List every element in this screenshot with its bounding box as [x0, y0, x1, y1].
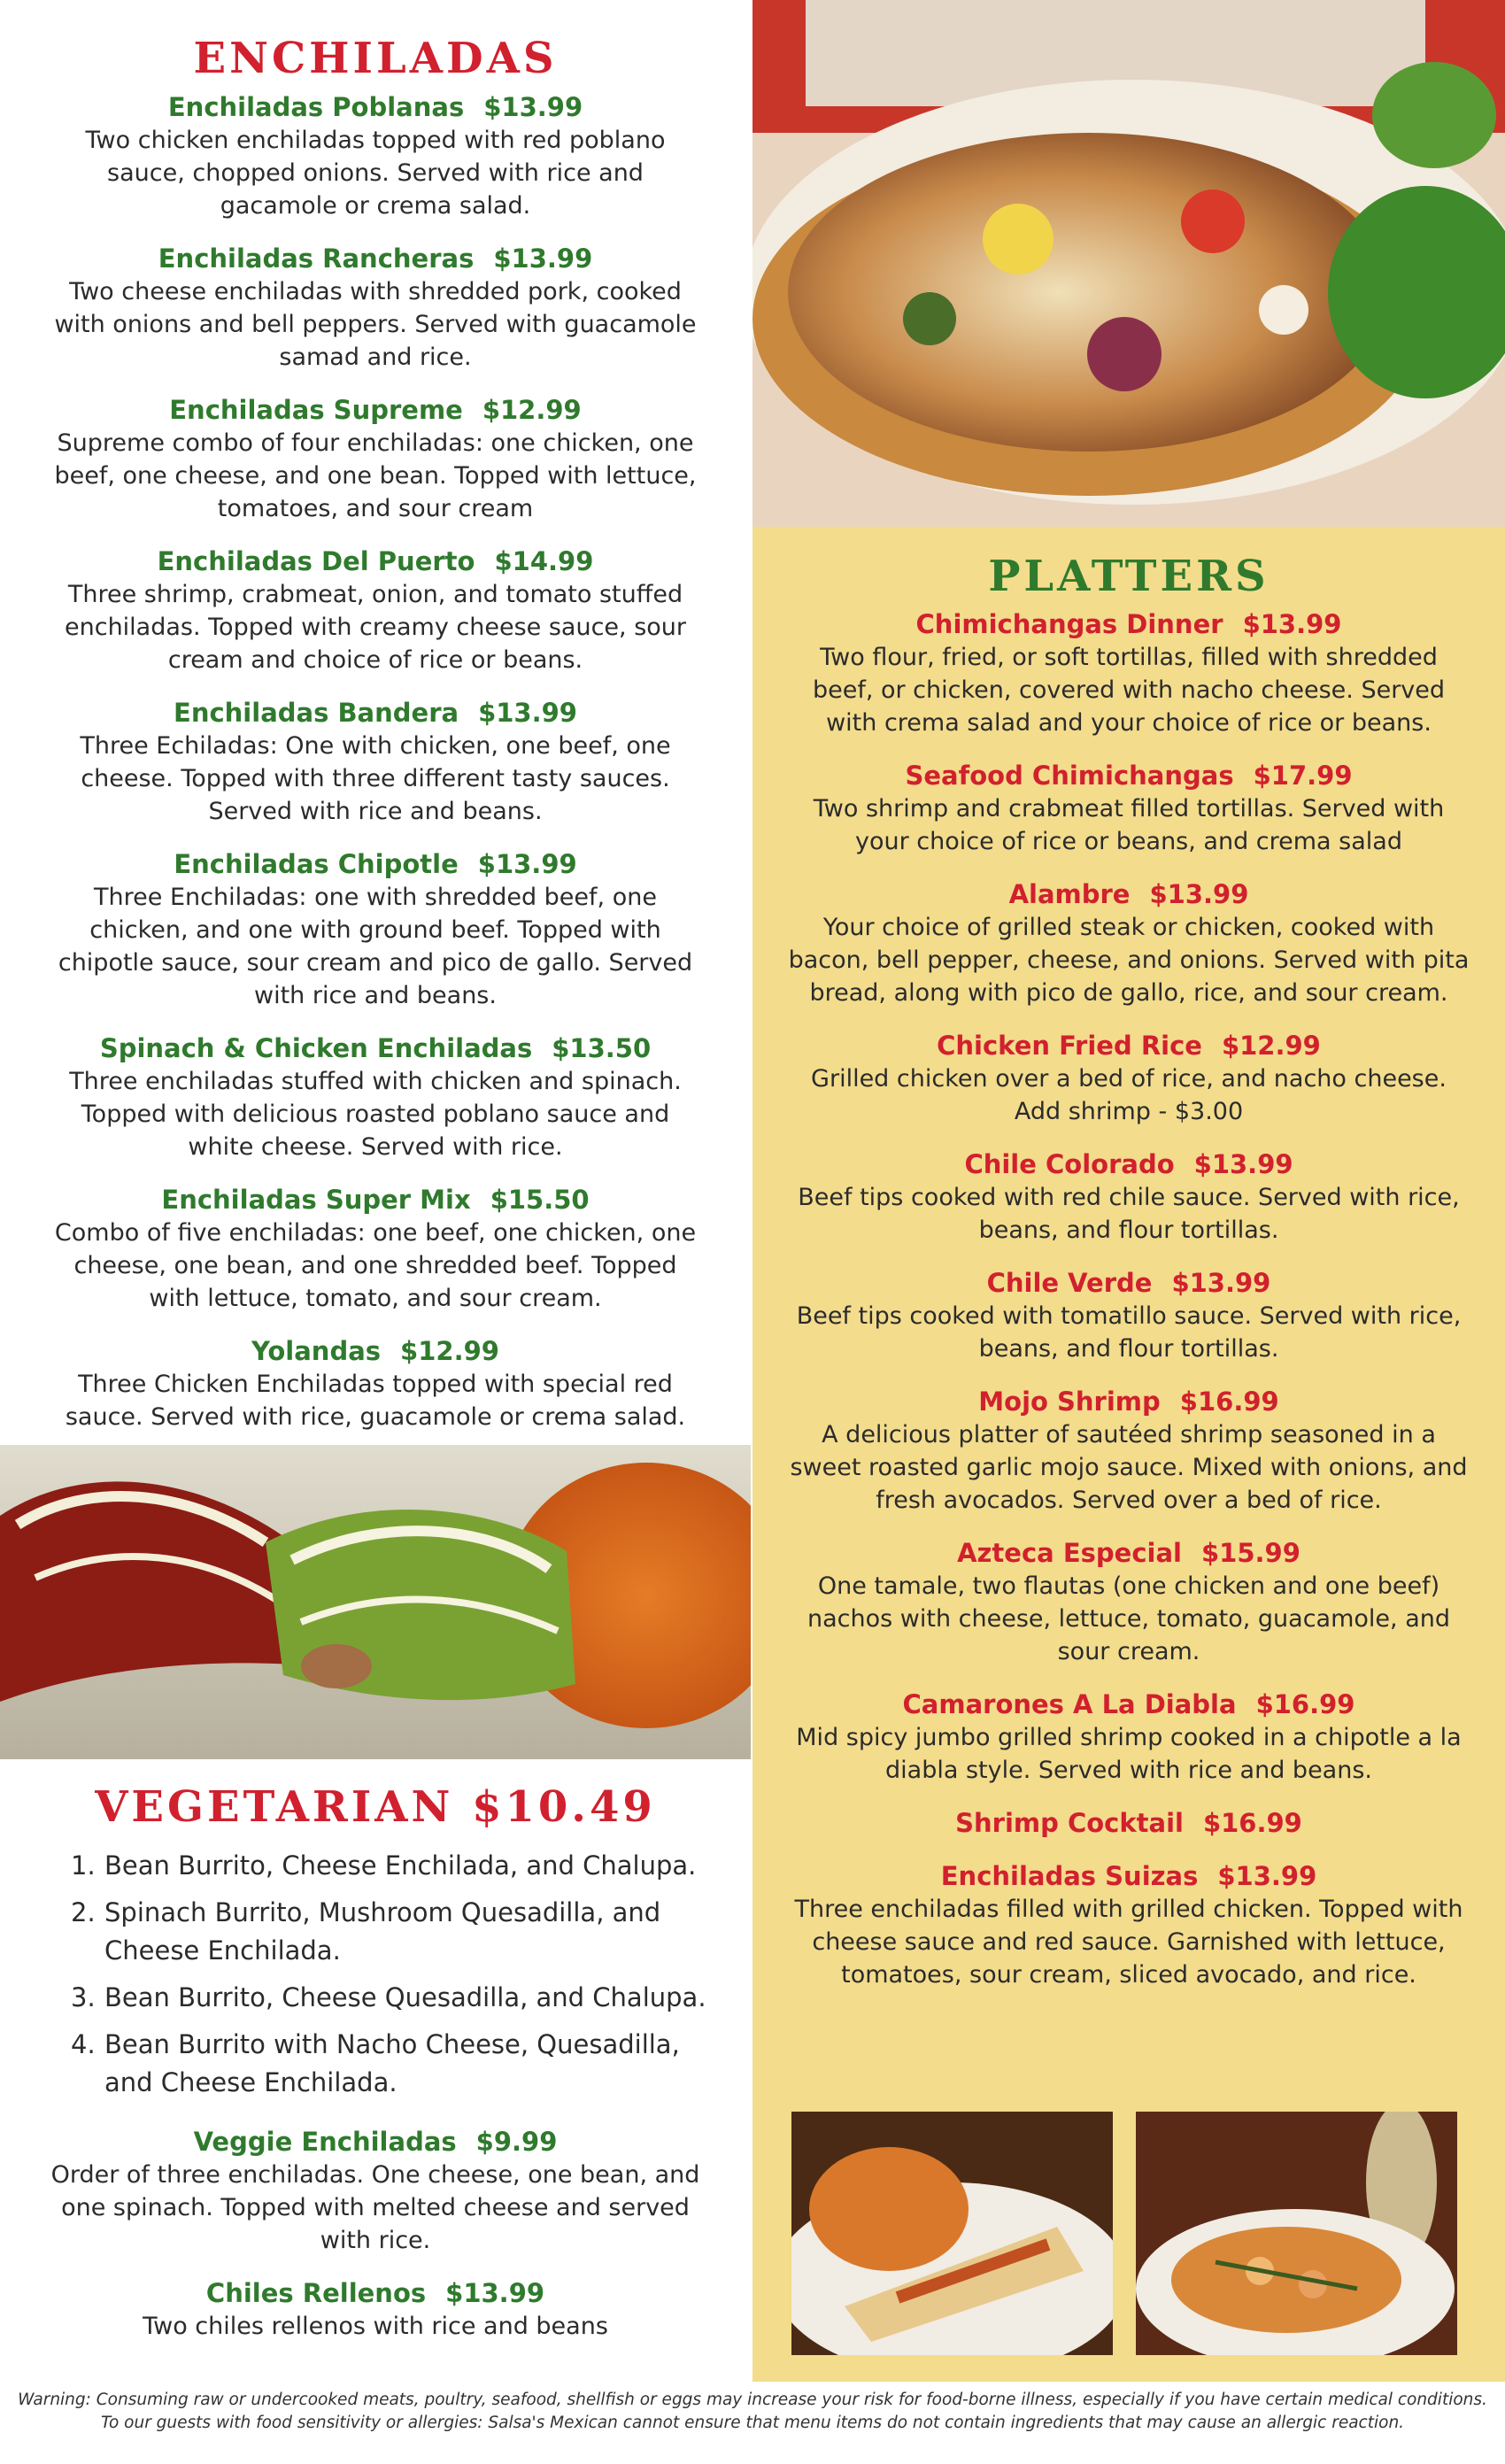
item-name: Enchiladas Supreme [169, 395, 463, 425]
item-price: $13.99 [1171, 1268, 1271, 1298]
vegetarian-combo [71, 1847, 724, 1885]
item-title [770, 1536, 1487, 1570]
menu-item [770, 1029, 1487, 1128]
menu-item [35, 242, 715, 374]
menu-item [35, 393, 715, 525]
vegetarian-combo [71, 1979, 724, 2017]
menu-item [770, 1806, 1487, 1840]
item-name: Chile Verde [986, 1268, 1153, 1298]
menu-item [770, 1385, 1487, 1517]
menu-item [35, 696, 715, 828]
item-description: Beef tips cooked with tomatillo sauce. Served with rice, beans, and flour tortillas. [796, 1302, 1462, 1363]
item-price: $16.99 [1255, 1689, 1355, 1719]
item-name: Shrimp Cocktail [955, 1808, 1184, 1838]
combo-text: Bean Burrito, Cheese Enchilada, and Chalupa. [104, 1850, 697, 1881]
menu-item [770, 1859, 1487, 1991]
right-column [752, 0, 1505, 2382]
item-price: $14.99 [494, 546, 594, 576]
item-name: Veggie Enchiladas [193, 2127, 457, 2157]
vegetarian-combo-list [27, 1847, 724, 2102]
warning-line-1: Warning: Consuming raw or undercooked meats, poultry, seafood, shellfish or eggs may increase your risk for food-borne illness, especially if you have certain medical conditions. [18, 2391, 1487, 2409]
item-name: Mojo Shrimp [978, 1386, 1161, 1417]
item-title [770, 1029, 1487, 1062]
menu-item [770, 1688, 1487, 1787]
item-description: Three shrimp, crabmeat, onion, and tomato stuffed enchiladas. Topped with creamy cheese sauce, sour cream and choice of rice or beans. [65, 581, 686, 674]
item-title [27, 2125, 724, 2159]
menu-item [35, 545, 715, 676]
menu-item [35, 1031, 715, 1163]
item-title [35, 1334, 715, 1368]
menu-item [770, 1536, 1487, 1668]
item-price: $13.99 [1149, 879, 1249, 909]
item-title [770, 1859, 1487, 1893]
item-price: $12.99 [482, 395, 582, 425]
seafood-photo [1136, 2112, 1457, 2355]
item-price: $13.99 [478, 698, 577, 728]
item-price: $15.50 [490, 1185, 590, 1215]
platters-section [770, 551, 1487, 2011]
item-price: $13.99 [493, 243, 593, 274]
item-title [770, 1266, 1487, 1300]
left-column [0, 0, 751, 2382]
enchiladas-list [35, 90, 715, 1433]
item-description: Three enchiladas stuffed with chicken and spinach. Topped with delicious roasted poblano sauce and white cheese. Served with rice. [69, 1068, 682, 1161]
item-description: Two cheese enchiladas with shredded pork, cooked with onions and bell peppers. Served with guacamole samad and rice. [54, 278, 697, 371]
item-price: $13.99 [1193, 1149, 1293, 1179]
alambre-photo [752, 0, 1505, 527]
item-description: Your choice of grilled steak or chicken, cooked with bacon, bell pepper, cheese, and onions. Served with pita bread, along with pico de gallo, rice, and sour cream. [788, 914, 1470, 1007]
combo-number: 1. [71, 1850, 96, 1881]
item-price: $13.99 [1217, 1861, 1317, 1891]
item-name: Chimichangas Dinner [915, 609, 1223, 639]
item-price: $16.99 [1179, 1386, 1279, 1417]
item-description: Combo of five enchiladas: one beef, one chicken, one cheese, one bean, and one shredded beef. Topped with lettuce, tomato, and sour cream. [54, 1219, 697, 1312]
platters-list [770, 607, 1487, 1991]
item-price: $13.99 [445, 2278, 545, 2308]
item-name: Enchiladas Del Puerto [157, 546, 475, 576]
item-title [770, 1385, 1487, 1418]
item-title [35, 393, 715, 427]
allergy-warning-footer [0, 2382, 1505, 2464]
item-description: Three Echiladas: One with chicken, one beef, one cheese. Topped with three different tasty sauces. Served with rice and beans. [80, 732, 671, 825]
menu-item [35, 847, 715, 1012]
combo-number: 4. [71, 2029, 96, 2059]
menu-item [770, 607, 1487, 739]
item-description: Two shrimp and crabmeat filled tortillas. Served with your choice of rice or beans, and crema salad [813, 795, 1445, 855]
item-name: Enchiladas Super Mix [161, 1185, 471, 1215]
item-description: Order of three enchiladas. One cheese, one bean, and one spinach. Topped with melted cheese and served with rice. [50, 2161, 700, 2254]
warning-line-2: To our guests with food sensitivity or allergies: Salsa's Mexican cannot ensure that menu items do not contain ingredients that may cause an allergic reaction. [100, 2414, 1405, 2432]
section-title-enchiladas: ENCHILADAS [193, 34, 558, 83]
item-name: Enchiladas Rancheras [158, 243, 475, 274]
item-description: Grilled chicken over a bed of rice, and nacho cheese. Add shrimp - $3.00 [811, 1065, 1447, 1125]
item-description: Supreme combo of four enchiladas: one chicken, one beef, one cheese, and one bean. Topped with lettuce, tomatoes, and sour cream [54, 429, 697, 522]
item-name: Alambre [1008, 879, 1131, 909]
item-description: Two chicken enchiladas topped with red poblano sauce, chopped onions. Served with rice and gacamole or crema salad. [85, 127, 666, 220]
combo-text: Bean Burrito, Cheese Quesadilla, and Chalupa. [104, 1982, 706, 2012]
item-name: Chile Colorado [964, 1149, 1175, 1179]
item-price: $13.99 [1242, 609, 1342, 639]
item-price: $13.50 [552, 1033, 652, 1063]
burrito-photo [791, 2112, 1113, 2355]
item-name: Enchiladas Chipotle [174, 849, 459, 879]
item-title [770, 1147, 1487, 1181]
item-description: Three Enchiladas: one with shredded beef, one chicken, and one with ground beef. Topped with chipotle sauce, sour cream and pico de gallo. Served with rice and beans. [58, 884, 693, 1009]
item-title [770, 1806, 1487, 1840]
combo-text: Bean Burrito with Nacho Cheese, Quesadilla, and Cheese Enchilada. [104, 2029, 680, 2097]
item-name: Enchiladas Poblanas [167, 92, 465, 122]
item-title [35, 847, 715, 881]
item-description: Three enchiladas filled with grilled chicken. Topped with cheese sauce and red sauce. Garnished with lettuce, tomatoes, sour cream, sliced avocado, and rice. [794, 1896, 1463, 1989]
section-title-platters: PLATTERS [988, 552, 1270, 601]
item-title [770, 877, 1487, 911]
vegetarian-combo [71, 1894, 724, 1970]
item-name: Chicken Fried Rice [937, 1031, 1202, 1061]
item-title [27, 2276, 724, 2310]
item-name: Yolandas [251, 1336, 382, 1366]
item-description: Mid spicy jumbo grilled shrimp cooked in a chipotle a la diabla style. Served with rice and beans. [796, 1724, 1462, 1784]
enchiladas-section [35, 34, 715, 1453]
menu-item [770, 1147, 1487, 1247]
item-name: Seafood Chimichangas [905, 761, 1234, 791]
combo-number: 3. [71, 1982, 96, 2012]
item-description: Two flour, fried, or soft tortillas, filled with shredded beef, or chicken, covered with nacho cheese. Served with crema salad and your choice of rice or beans. [812, 644, 1446, 737]
item-price: $12.99 [400, 1336, 499, 1366]
item-price: $15.99 [1200, 1538, 1300, 1568]
item-description: Two chiles rellenos with rice and beans [143, 2313, 608, 2340]
item-title [770, 1688, 1487, 1721]
vegetarian-section [27, 1781, 724, 2362]
item-price: $16.99 [1202, 1808, 1302, 1838]
item-name: Camarones A La Diabla [902, 1689, 1237, 1719]
item-description: Beef tips cooked with red chile sauce. Served with rice, beans, and flour tortillas. [798, 1184, 1460, 1244]
item-price: $13.99 [483, 92, 583, 122]
item-title [35, 1183, 715, 1217]
item-name: Enchiladas Suizas [940, 1861, 1199, 1891]
item-title [770, 607, 1487, 641]
menu-item [770, 877, 1487, 1009]
item-title [770, 759, 1487, 792]
item-title [35, 696, 715, 730]
item-title [35, 90, 715, 124]
item-price: $17.99 [1253, 761, 1353, 791]
combo-text: Spinach Burrito, Mushroom Quesadilla, and Cheese Enchilada. [104, 1897, 661, 1966]
item-price: $9.99 [475, 2127, 558, 2157]
item-name: Spinach & Chicken Enchiladas [99, 1033, 533, 1063]
item-title [35, 1031, 715, 1065]
item-description: Three Chicken Enchiladas topped with special red sauce. Served with rice, guacamole or crema salad. [65, 1371, 686, 1431]
section-title-vegetarian: VEGETARIAN $10.49 [95, 1782, 656, 1832]
item-title [35, 242, 715, 275]
item-description: One tamale, two flautas (one chicken and one beef) nachos with cheese, lettuce, tomato, guacamole, and sour cream. [807, 1572, 1450, 1665]
vegetarian-items-list [27, 2125, 724, 2343]
menu-item [35, 1334, 715, 1433]
menu-item [27, 2276, 724, 2343]
item-price: $12.99 [1221, 1031, 1321, 1061]
item-price: $13.99 [477, 849, 577, 879]
item-title [35, 545, 715, 578]
item-name: Enchiladas Bandera [174, 698, 459, 728]
combo-number: 2. [71, 1897, 96, 1927]
item-name: Azteca Especial [957, 1538, 1182, 1568]
menu-item [35, 90, 715, 222]
menu-item [770, 759, 1487, 858]
menu-item [770, 1266, 1487, 1365]
enchiladas-photo [0, 1445, 751, 1759]
menu-item [35, 1183, 715, 1315]
item-name: Chiles Rellenos [205, 2278, 427, 2308]
item-description: A delicious platter of sautéed shrimp seasoned in a sweet roasted garlic mojo sauce. Mixed with onions, and fresh avocados. Served over a bed of rice. [790, 1421, 1468, 1514]
vegetarian-combo [71, 2026, 724, 2102]
menu-item [27, 2125, 724, 2257]
